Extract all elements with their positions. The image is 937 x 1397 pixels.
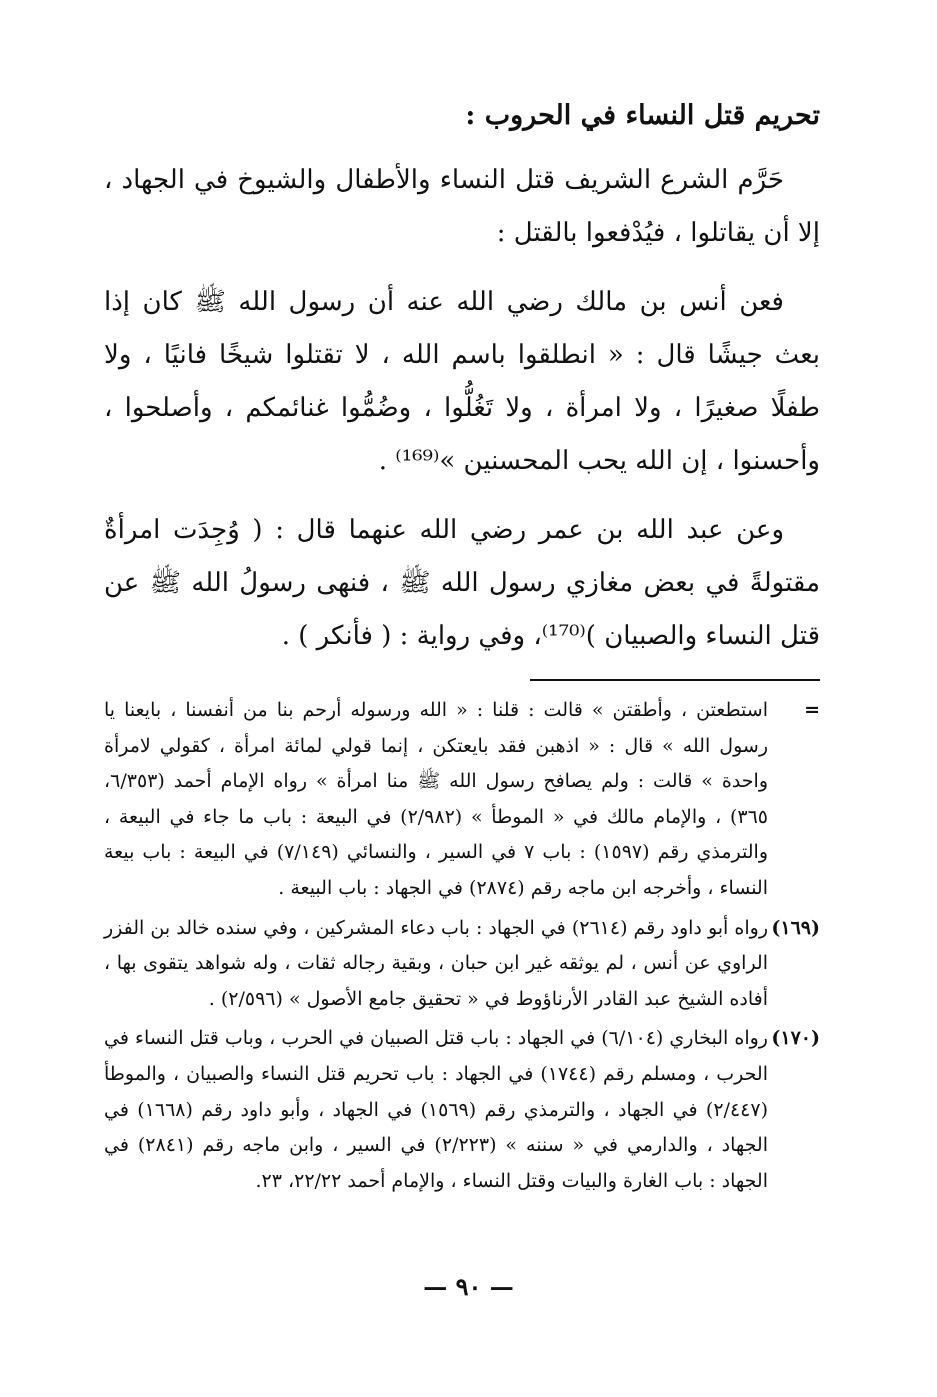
footnote-text: رواه أبو داود رقم (٢٦١٤) في الجهاد : باب دعاء المشركين ، وفي سنده خالد بن الفزر الراوي عن أنس ، لم يوثقه غير ابن حبان ، وبقية رجاله ثقات ، وله شواهد يتقوى بها ، أفاده الشيخ عبد القادر الأرناؤوط في « تحقيق جامع الأصول » (٢/٥٩٦) . (104, 916, 768, 1010)
footnote-divider (530, 679, 820, 681)
footnote-170 (104, 1021, 820, 1199)
paragraph-intro: حَرَّم الشرع الشريف قتل النساء والأطفال والشيوخ في الجهاد ، إلا أن يقاتلوا ، فيُدْفعوا بالقتل : (104, 165, 820, 248)
page-number: — ٩٠ — (423, 1272, 514, 1301)
footnote-continuation (104, 693, 820, 907)
footnote-marker: = (804, 699, 820, 721)
footnote-text: استطعتن ، وأطقتن » قالت : قلنا : « الله ورسوله أرحم بنا من أنفسنا ، بايعنا يا رسول الله » قال : « اذهبن فقد بايعتكن ، إنما قولي لمائة امرأة ، كقولي لامرأة واحدة » قالت : ولم يصافح رسول الله ﷺ منا امرأة » رواه الإمام أحمد (٦/٣٥٣، ٣٦٥) ، والإمام مالك في « الموطأ » (٢/٩٨٢) في البيعة : باب ما جاء في البيعة ، والترمذي رقم (١٥٩٧) : باب ٧ في السير ، والنسائي (٧/١٤٩) في البيعة : باب بيعة النساء ، وأخرجه ابن ماجه رقم (٢٨٧٤) في الجهاد : باب البيعة . (104, 699, 768, 899)
page-body (104, 96, 820, 1203)
paragraph-ibn-umar-hadith: وعن عبد الله بن عمر رضي الله عنهما قال : ( وُجِدَت امرأةٌ مقتولةً في بعض مغازي رسول الله ﷺ ، فنهى رسولُ الله ﷺ عن قتل النساء والصبيان )⁽¹⁷⁰⁾، وفي رواية : ( فأنكر ) . (104, 515, 820, 651)
footnotes (104, 693, 820, 1199)
footnote-marker: (١٧٠) (771, 1027, 820, 1050)
paragraph-anas-hadith: فعن أنس بن مالك رضي الله عنه أن رسول الله ﷺ كان إذا بعث جيشًا قال : « انطلقوا باسم الله ، لا تقتلوا شيخًا فانيًا ، ولا طفلًا صغيرًا ، ولا امرأة ، ولا تَغُلُّوا ، وضُمُّوا غنائمكم ، وأصلحوا ، وأحسنوا ، إن الله يحب المحسنين »⁽¹⁶⁹⁾ . (104, 287, 820, 476)
section-heading: تحريم قتل النساء في الحروب : (465, 100, 820, 131)
footnote-marker: (١٦٩) (771, 916, 820, 939)
footnote-text: رواه البخاري (٦/١٠٤) في الجهاد : باب قتل الصبيان في الحرب ، وباب قتل النساء في الحرب ، ومسلم رقم (١٧٤٤) في الجهاد : باب تحريم قتل النساء والصبيان ، والموطأ (٢/٤٤٧) في الجهاد ، والترمذي رقم (١٥٦٩) في الجهاد ، وأبو داود رقم (١٦٦٨) في الجهاد ، والدارمي في « سننه » (٢/٢٢٣) في السير ، وابن ماجه رقم (٢٨٤١) في الجهاد : باب الغارة والبيات وقتل النساء ، والإمام أحمد ٢٢/٢٢، ٢٣. (104, 1027, 769, 1192)
footnote-169 (104, 911, 820, 1018)
